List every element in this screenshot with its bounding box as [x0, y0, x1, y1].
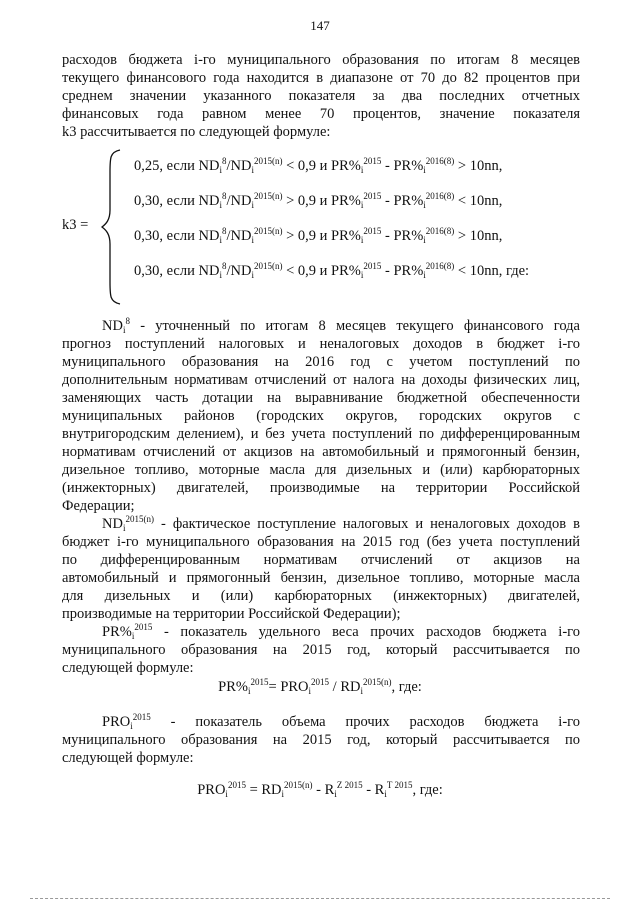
page-bottom-edge — [30, 898, 610, 900]
def4-line: муниципального образования на 2015 год, который рассчитывается по — [62, 732, 580, 748]
intro-line: среднем значении указанного показателя за два последних отчетных — [62, 88, 580, 104]
curly-brace — [98, 148, 128, 306]
def2-line: бюджет i-го муниципального образования на 2015 год (без учета поступлений — [62, 534, 580, 550]
def4-first-line: $PRO_i^{2015}$ - показатель объема прочих расходов бюджета i-го — [102, 712, 580, 731]
formula-pr-ratio: $PR\%_i^{2015}= PRO_i^{2015} / RD_i^{2015(n)}$, где: — [218, 677, 422, 696]
def1-line: дизельное топливо, моторные масла для дизельных и (или) карбюраторных — [62, 462, 580, 478]
def1-line: муниципальных районов (городских округов, городских округов с — [62, 408, 580, 424]
def2-last-line: производимые на территории Российской Федерации); — [62, 606, 401, 622]
def3-line: муниципального образования на 2015 год, который рассчитывается по — [62, 642, 580, 658]
def1-line: внутригородским делением), и без учета поступлений по дифференцированным — [62, 426, 580, 442]
def3-last-line: следующей формуле: — [62, 660, 194, 676]
def1-line: муниципального образования на 2016 год с учетом поступлений по — [62, 354, 580, 370]
def2-line: для дизельных и (или) карбюраторных (инжекторных) двигателей, — [62, 588, 580, 604]
formula-case-1: 0,25, если $ND_i^8/ND_i^{2015(n)} < 0,9$ и $PR\%_i^{2015} - PR\%_i^{2016(8)} > 10nn$, — [134, 156, 503, 175]
def1-line: прогноз поступлений налоговых и неналоговых доходов в бюджет i-го — [62, 336, 580, 352]
def1-last-line: Федерации; — [62, 498, 135, 514]
def1-first-line: $ND_i^8$ - уточненный по итогам 8 месяцев текущего финансового года — [102, 316, 580, 335]
def3-first-line: $PR\%_i^{2015}$ - показатель удельного веса прочих расходов бюджета i-го — [102, 622, 580, 641]
intro-line: текущего финансового года находится в диапазоне от 70 до 82 процентов при — [62, 70, 580, 86]
def2-first-line: $ND_i^{2015(n)}$ - фактическое поступление налоговых и неналоговых доходов в — [102, 514, 580, 533]
intro-line: финансовых года равном менее 70 процентов, значение показателя — [62, 106, 580, 122]
formula-case-2: 0,30, если $ND_i^8/ND_i^{2015(n)} > 0,9$ и $PR\%_i^{2015} - PR\%_i^{2016(8)} < 10nn$, — [134, 191, 503, 210]
def1-line: заменяющих часть дотации на выравнивание бюджетной обеспеченности — [62, 390, 580, 406]
formula-k3-label: k3 = — [62, 217, 89, 233]
intro-line: k3 рассчитывается по следующей формуле: — [62, 124, 331, 140]
formula-case-4: 0,30, если $ND_i^8/ND_i^{2015(n)} < 0,9$ и $PR\%_i^{2015} - PR\%_i^{2016(8)} < 10nn$, где: — [134, 261, 530, 280]
def2-line: по дифференцированным нормативам отчислений от акцизов на — [62, 552, 580, 568]
formula-case-3: 0,30, если $ND_i^8/ND_i^{2015(n)} > 0,9$ и $PR\%_i^{2015} - PR\%_i^{2016(8)} > 10nn$, — [134, 226, 503, 245]
def1-line: дополнительным нормативам отчислений от налога на доходы физических лиц, — [62, 372, 580, 388]
def1-line: (инжекторных) двигателей, производимые на территории Российской — [62, 480, 580, 496]
def1-line: нормативам отчислений от акцизов на автомобильный и прямогонный бензин, — [62, 444, 580, 460]
page-number: 147 — [310, 18, 330, 33]
def4-last-line: следующей формуле: — [62, 750, 194, 766]
def2-line: автомобильный и прямогонный бензин, дизельное топливо, моторные масла — [62, 570, 580, 586]
intro-line: расходов бюджета i-го муниципального образования по итогам 8 месяцев — [62, 52, 580, 68]
formula-pro: $PRO_i^{2015} = RD_i^{2015(n)} - R_i^{Z 2015} - R_i^{T 2015}$, где: — [197, 780, 443, 799]
